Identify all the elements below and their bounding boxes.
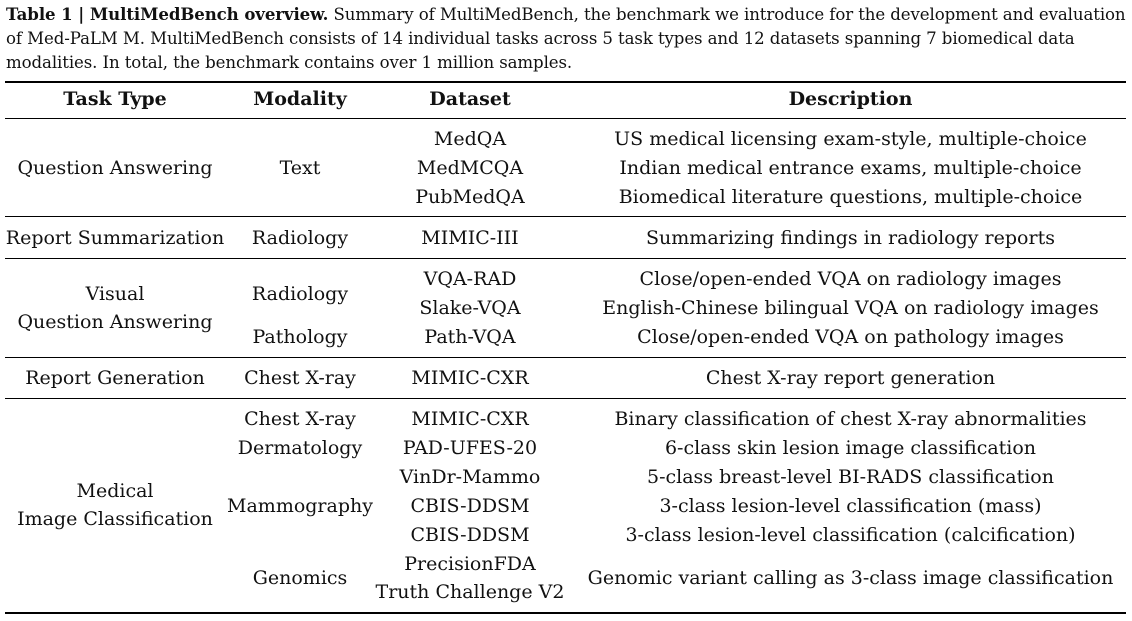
bottom-rule — [5, 612, 1126, 614]
dataset-cell: VQA-RAD — [423, 268, 517, 290]
group-rule — [5, 258, 1126, 259]
modality-cell: Text — [279, 157, 321, 179]
modality-cell: Radiology — [251, 227, 349, 249]
dataset-cell: MedQA — [433, 128, 507, 150]
task-type-cell: Medical — [76, 480, 154, 502]
modality-cell: Dermatology — [237, 437, 363, 459]
task-type-cell: Question Answering — [17, 157, 213, 179]
dataset-cell: MIMIC-CXR — [411, 367, 529, 389]
description-cell: Close/open-ended VQA on radiology images — [639, 268, 1062, 290]
dataset-cell: VinDr-Mammo — [399, 466, 541, 488]
task-type-cell: Report Generation — [25, 367, 205, 389]
description-cell: Indian medical entrance exams, multiple-choice — [619, 157, 1082, 179]
group-rule — [5, 216, 1126, 217]
task-type-cell: Question Answering — [17, 311, 213, 333]
modality-cell: Radiology — [251, 283, 349, 305]
task-type-cell: Visual — [85, 283, 145, 305]
header-description: Description — [788, 88, 913, 110]
task-type-cell: Image Classification — [17, 508, 213, 530]
description-cell: 5-class breast-level BI-RADS classification — [647, 466, 1054, 488]
header-modality: Modality — [253, 88, 347, 110]
dataset-cell: PrecisionFDA — [404, 553, 536, 575]
modality-cell: Genomics — [252, 567, 348, 589]
top-rule — [5, 81, 1126, 83]
description-cell: Biomedical literature questions, multiple-choice — [618, 186, 1083, 208]
modality-cell: Chest X-ray — [244, 367, 356, 389]
dataset-cell: PAD-UFES-20 — [402, 437, 538, 459]
modality-cell: Mammography — [227, 495, 373, 517]
description-cell: US medical licensing exam-style, multiple-choice — [614, 128, 1087, 150]
description-cell: Chest X-ray report generation — [705, 367, 996, 389]
dataset-cell: MedMCQA — [416, 157, 524, 179]
description-cell: Binary classification of chest X-ray abnormalities — [614, 408, 1087, 430]
dataset-cell: CBIS-DDSM — [410, 524, 530, 546]
description-cell: Close/open-ended VQA on pathology images — [637, 326, 1064, 348]
modality-cell: Chest X-ray — [244, 408, 356, 430]
dataset-cell: Truth Challenge V2 — [375, 581, 565, 603]
description-cell: Genomic variant calling as 3-class image classification — [587, 567, 1114, 589]
dataset-cell: CBIS-DDSM — [410, 495, 530, 517]
header-task-type: Task Type — [63, 88, 167, 110]
header-dataset: Dataset — [429, 88, 511, 110]
caption-lead: Table 1 | MultiMedBench overview. — [6, 4, 329, 24]
description-cell: 3-class lesion-level classification (calcification) — [625, 524, 1076, 546]
task-type-cell: Report Summarization — [5, 227, 225, 249]
description-cell: 3-class lesion-level classification (mass) — [659, 495, 1042, 517]
dataset-cell: PubMedQA — [415, 186, 525, 208]
caption-text: Summary of MultiMedBench, the benchmark we introduce for the development and evaluation of Med-PaLM M. MultiMedBench consists of 14 individual tasks across 5 task types and 12 datasets spanning 7 biomedical data modalities. In total, the benchmark contains over 1 million samples. — [6, 5, 1126, 72]
dataset-cell: MIMIC-CXR — [411, 408, 529, 430]
dataset-cell: Path-VQA — [424, 326, 516, 348]
modality-cell: Pathology — [252, 326, 348, 348]
description-cell: 6-class skin lesion image classification — [664, 437, 1037, 459]
table-caption — [6, 2, 1126, 75]
dataset-cell: Slake-VQA — [419, 297, 521, 319]
description-cell: English-Chinese bilingual VQA on radiology images — [602, 297, 1099, 319]
dataset-cell: MIMIC-III — [421, 227, 519, 249]
description-cell: Summarizing findings in radiology reports — [646, 227, 1055, 249]
group-rule — [5, 398, 1126, 399]
header-rule — [5, 118, 1126, 119]
group-rule — [5, 357, 1126, 358]
